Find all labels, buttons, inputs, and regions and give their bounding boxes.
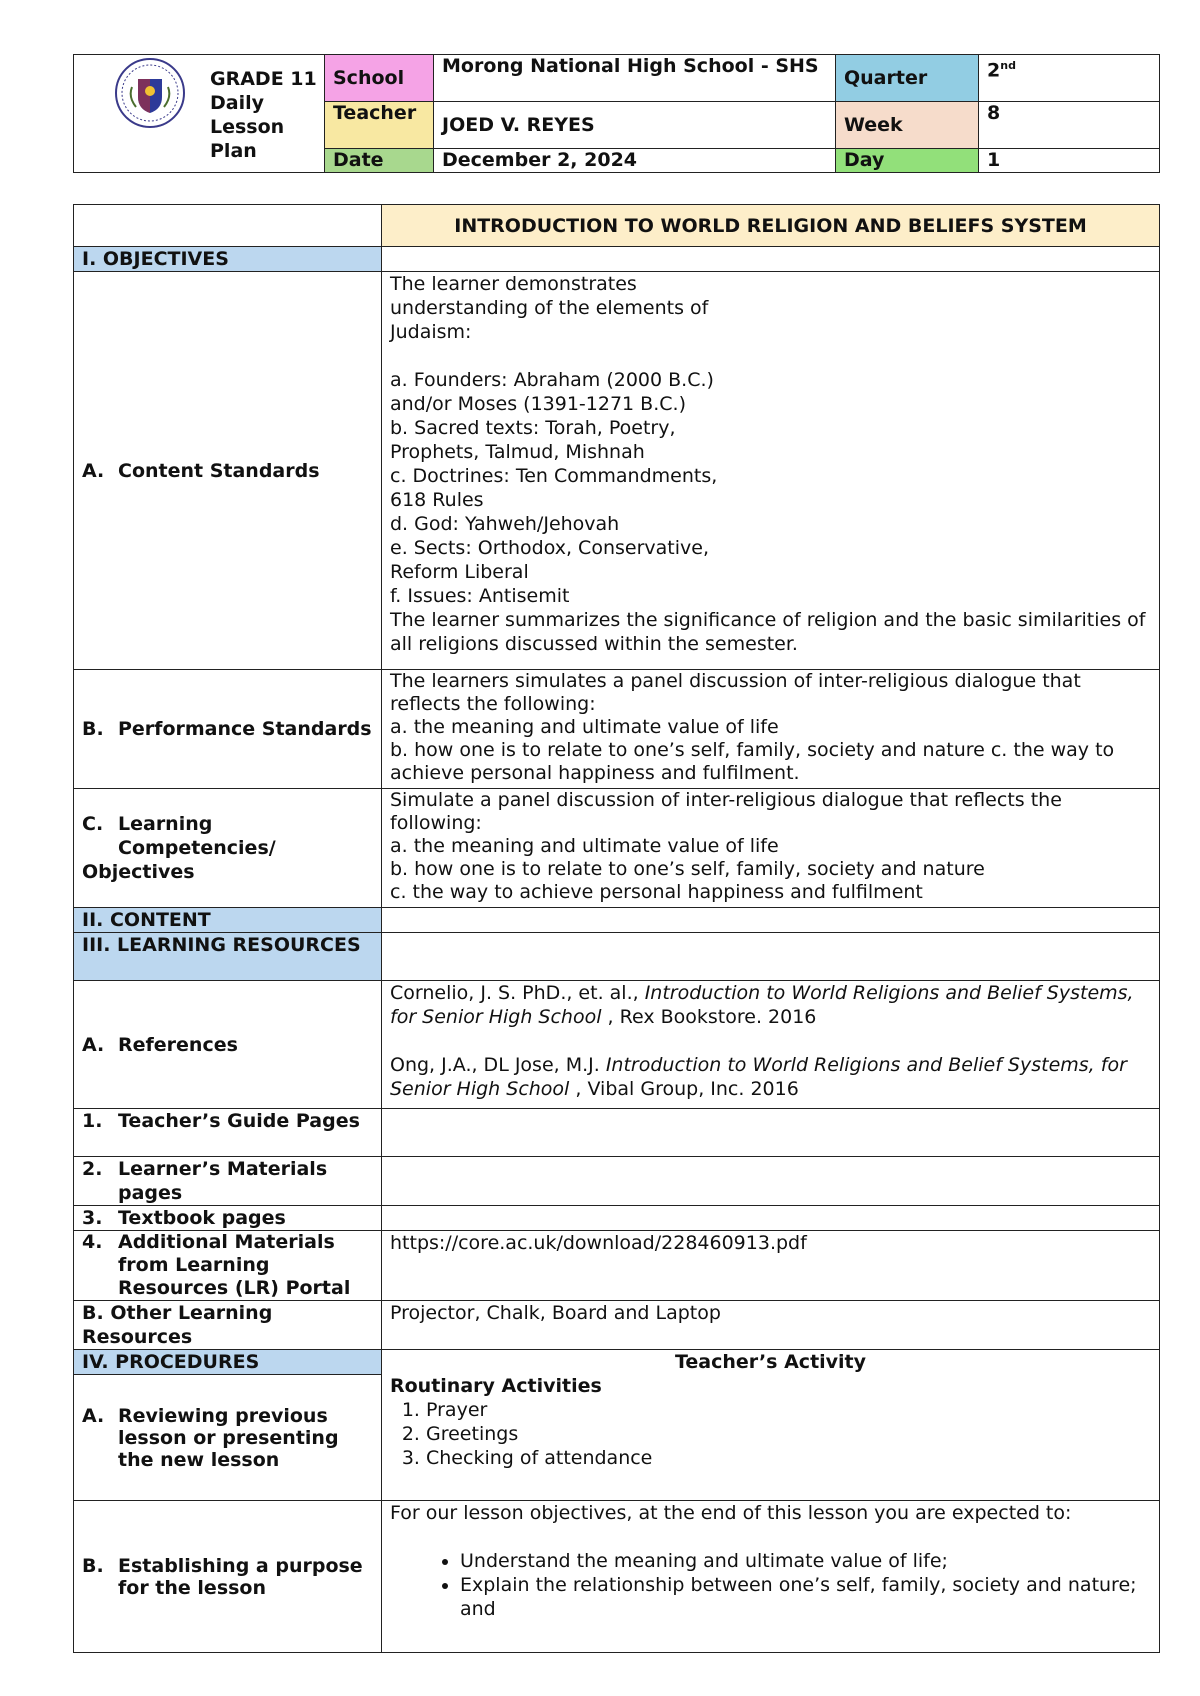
list-item: 1. Prayer bbox=[426, 1398, 1151, 1422]
header-logo-cell bbox=[74, 55, 325, 173]
blank-cell bbox=[382, 1109, 1160, 1157]
list-item: 2. Greetings bbox=[426, 1422, 1151, 1446]
blank-cell bbox=[382, 933, 1160, 981]
week-label: Week bbox=[836, 102, 979, 149]
header-table bbox=[73, 54, 1160, 173]
performance-standards-text: The learners simulates a panel discussion of inter-religious dialogue that reflects the following: a. the meaning and ultimate value of life b. how one is to relate to one’s self, family, society and nature c. the way to achieve personal happiness and fulfilment. bbox=[382, 670, 1160, 789]
quarter-label: Quarter bbox=[836, 55, 979, 102]
learners-materials-label: 2. Learner’s Materials pages bbox=[74, 1157, 382, 1206]
subject-title: INTRODUCTION TO WORLD RELIGION AND BELIEFS SYSTEM bbox=[382, 205, 1160, 247]
teachers-guide-label: 1. Teacher’s Guide Pages bbox=[74, 1109, 382, 1157]
reviewing-label: A. Reviewing previous lesson or presenting the new lesson bbox=[74, 1375, 382, 1501]
day-value: 1 bbox=[979, 149, 1160, 173]
resources-heading: III. LEARNING RESOURCES bbox=[74, 933, 382, 981]
routinary-title: Routinary Activities bbox=[390, 1375, 602, 1397]
teacher-label: Teacher bbox=[325, 102, 434, 149]
lesson-plan-table bbox=[73, 204, 1160, 1653]
blank-cell bbox=[74, 205, 382, 247]
blank-cell bbox=[382, 1157, 1160, 1206]
lesson-plan-title: GRADE 11 Daily Lesson Plan bbox=[210, 68, 317, 162]
objectives-list bbox=[390, 1549, 1151, 1621]
content-standards-label: A. Content Standards bbox=[74, 272, 382, 670]
references-text bbox=[382, 981, 1160, 1109]
date-value: December 2, 2024 bbox=[434, 149, 836, 173]
week-value: 8 bbox=[979, 102, 1160, 149]
blank-cell bbox=[382, 908, 1160, 933]
performance-standards-label: B. Performance Standards bbox=[74, 670, 382, 789]
list-item: • Understand the meaning and ultimate value of life; bbox=[460, 1549, 1151, 1573]
list-item: 3. Checking of attendance bbox=[426, 1446, 1151, 1470]
content-heading: II. CONTENT bbox=[74, 908, 382, 933]
objectives-heading: I. OBJECTIVES bbox=[74, 247, 382, 272]
reference-1: Cornelio, J. S. PhD., et. al., Introduction to World Religions and Belief Systems, for Senior High School , Rex Bookstore. 2016 bbox=[390, 982, 1134, 1028]
teacher-value: JOED V. REYES bbox=[434, 102, 836, 149]
other-resources-label: B. Other Learning Resources bbox=[74, 1301, 382, 1350]
reviewing-content bbox=[382, 1350, 1160, 1501]
quarter-value: 2nd bbox=[979, 55, 1160, 102]
content-standards-text: The learner demonstrates understanding of the elements of Judaism: a. Founders: Abraham (2000 B.C.) and/or Moses (1391-1271 B.C.) b. Sacred texts: Torah, Poetry, Prophets, Talmud, Mishnah c. Doctrines: Ten Commandments, 618 Rules d. God: Yahweh/Jehovah e. Sects: Orthodox, Conservative, Reform Liberal f. Issues: Antisemit The learner summarizes the significance of religion and the basic similarities of all religions discussed within the semester. bbox=[382, 272, 1160, 670]
blank-cell bbox=[382, 247, 1160, 272]
establishing-content bbox=[382, 1501, 1160, 1653]
deped-seal-icon bbox=[114, 57, 186, 129]
school-label: School bbox=[325, 55, 434, 102]
references-label: A. References bbox=[74, 981, 382, 1109]
procedures-heading: IV. PROCEDURES bbox=[74, 1350, 382, 1375]
teachers-activity-heading: Teacher’s Activity bbox=[674, 1351, 867, 1373]
list-item: • Explain the relationship between one’s self, family, society and nature; and bbox=[460, 1573, 1151, 1621]
other-resources-value: Projector, Chalk, Board and Laptop bbox=[382, 1301, 1160, 1350]
blank-cell bbox=[382, 1206, 1160, 1231]
date-label: Date bbox=[325, 149, 434, 173]
additional-materials-label: 4. Additional Materials from Learning Resources (LR) Portal bbox=[74, 1231, 382, 1301]
learning-competencies-text: Simulate a panel discussion of inter-religious dialogue that reflects the following: a. the meaning and ultimate value of life b. how one is to relate to one’s self, family, society and nature c. the way to achieve personal happiness and fulfilment bbox=[382, 789, 1160, 908]
establishing-intro: For our lesson objectives, at the end of this lesson you are expected to: bbox=[390, 1502, 1072, 1524]
school-value: Morong National High School - SHS bbox=[434, 55, 836, 102]
day-label: Day bbox=[836, 149, 979, 173]
routinary-list bbox=[390, 1398, 1151, 1470]
learning-competencies-label: C. Learning Competencies/ Objectives bbox=[74, 789, 382, 908]
additional-materials-link[interactable]: https://core.ac.uk/download/228460913.pdf bbox=[382, 1231, 1160, 1301]
textbook-label: 3. Textbook pages bbox=[74, 1206, 382, 1231]
reference-2: Ong, J.A., DL Jose, M.J. Introduction to World Religions and Belief Systems, for Senior High School , Vibal Group, Inc. 2016 bbox=[390, 1054, 1127, 1100]
establishing-label: B. Establishing a purpose for the lesson bbox=[74, 1501, 382, 1653]
